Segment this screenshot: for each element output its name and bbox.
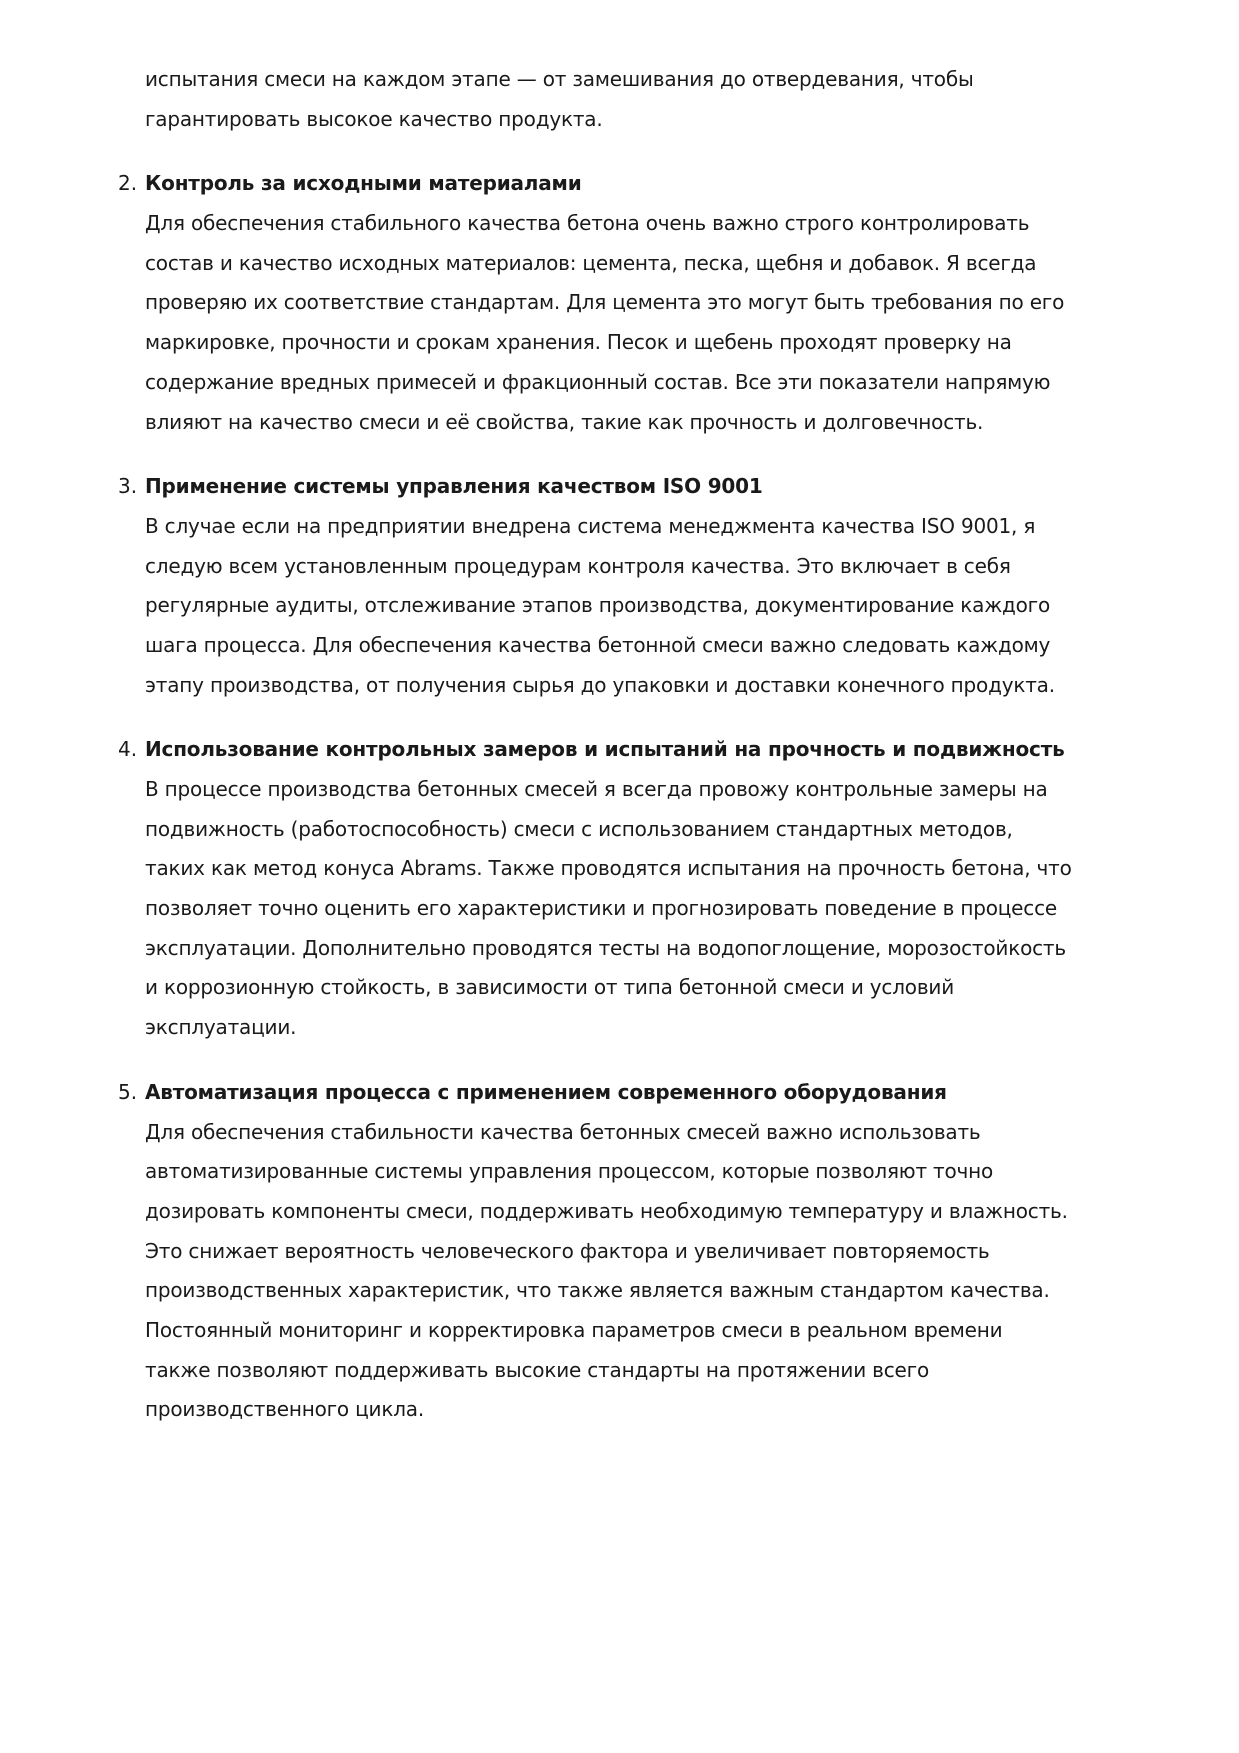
paragraph-line: подвижность (работоспособность) смеси с использованием стандартных методов, bbox=[145, 816, 1013, 841]
paragraph-line: проверяю их соответствие стандартам. Для цемента это могут быть требования по его bbox=[145, 290, 1065, 315]
list-number: 5. bbox=[118, 1079, 138, 1104]
paragraph-line: шага процесса. Для обеспечения качества бетонной смеси важно следовать каждому bbox=[145, 632, 1051, 657]
paragraph-line: маркировке, прочности и срокам хранения. Песок и щебень проходят проверку на bbox=[145, 330, 1012, 355]
paragraph-line: Для обеспечения стабильного качества бетона очень важно строго контролировать bbox=[145, 211, 1030, 236]
list-item-heading: Применение системы управления качеством ISO 9001 bbox=[145, 474, 763, 499]
paragraph-line: позволяет точно оценить его характеристики и прогнозировать поведение в процессе bbox=[145, 896, 1057, 921]
paragraph-line: эксплуатации. Дополнительно проводятся тесты на водопоглощение, морозостойкость bbox=[145, 935, 1066, 960]
paragraph-line: дозировать компоненты смеси, поддерживать необходимую температуру и влажность. bbox=[145, 1198, 1068, 1223]
document-body bbox=[118, 60, 1205, 1430]
paragraph-line: Постоянный мониторинг и корректировка параметров смеси в реальном времени bbox=[145, 1317, 1003, 1342]
paragraph-line: Это снижает вероятность человеческого фактора и увеличивает повторяемость bbox=[145, 1238, 990, 1263]
paragraph-line: автоматизированные системы управления процессом, которые позволяют точно bbox=[145, 1159, 994, 1184]
paragraph-line: также позволяют поддерживать высокие стандарты на протяжении всего bbox=[145, 1357, 929, 1382]
paragraph-line: гарантировать высокое качество продукта. bbox=[145, 106, 603, 131]
paragraph-line: Для обеспечения стабильности качества бетонных смесей важно использовать bbox=[145, 1119, 981, 1144]
paragraph-line: содержание вредных примесей и фракционный состав. Все эти показатели напрямую bbox=[145, 369, 1051, 394]
numbered-list bbox=[118, 164, 1205, 1430]
paragraph-line: испытания смеси на каждом этапе — от замешивания до отвердевания, чтобы bbox=[145, 67, 974, 91]
list-item-heading: Использование контрольных замеров и испытаний на прочность и подвижность bbox=[145, 737, 1065, 762]
list-item bbox=[118, 1073, 1205, 1430]
list-number: 2. bbox=[118, 171, 138, 196]
paragraph-line: и коррозионную стойкость, в зависимости от типа бетонной смеси и условий bbox=[145, 975, 955, 1000]
paragraph-line: эксплуатации. bbox=[145, 1015, 297, 1040]
list-item bbox=[118, 164, 1205, 442]
paragraph-line: влияют на качество смеси и её свойства, такие как прочность и долговечность. bbox=[145, 409, 984, 434]
paragraph-line: регулярные аудиты, отслеживание этапов производства, документирование каждого bbox=[145, 593, 1051, 618]
paragraph-line: В процессе производства бетонных смесей я всегда провожу контрольные замеры на bbox=[145, 777, 1048, 801]
paragraph-line: следую всем установленным процедурам контроля качества. Это включает в себя bbox=[145, 553, 1011, 578]
paragraph-line: производственных характеристик, что также является важным стандартом качества. bbox=[145, 1278, 1050, 1303]
paragraph-line: таких как метод конуса Abrams. Также проводятся испытания на прочность бетона, что bbox=[145, 856, 1072, 881]
paragraph-line: В случае если на предприятии внедрена система менеджмента качества ISO 9001, я bbox=[145, 513, 1036, 538]
list-item bbox=[118, 467, 1205, 705]
list-item-heading: Автоматизация процесса с применением современного оборудования bbox=[145, 1079, 947, 1104]
paragraph-line: этапу производства, от получения сырья до упаковки и доставки конечного продукта. bbox=[145, 672, 1055, 697]
list-item-heading: Контроль за исходными материалами bbox=[145, 171, 582, 196]
list-item bbox=[118, 730, 1205, 1048]
paragraph-line: состав и качество исходных материалов: цемента, песка, щебня и добавок. Я всегда bbox=[145, 250, 1037, 275]
list-number: 4. bbox=[118, 737, 138, 762]
intro-paragraph bbox=[145, 60, 1205, 139]
list-number: 3. bbox=[118, 474, 138, 499]
paragraph-line: производственного цикла. bbox=[145, 1397, 425, 1422]
